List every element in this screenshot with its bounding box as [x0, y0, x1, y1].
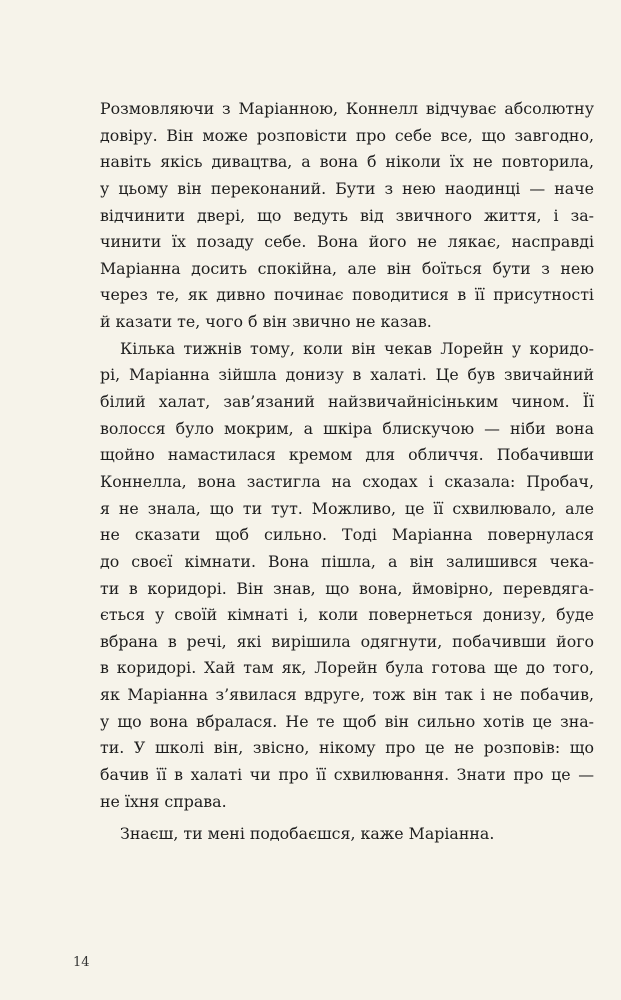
- text-line: не сказати щоб сильно. Тоді Маріанна повернулася: [100, 525, 594, 545]
- text-line: ється у своїй кімнаті і, коли повернеться донизу, буде: [100, 605, 594, 625]
- text-line: як Маріанна з’явилася вдруге, тож він так і не побачив,: [100, 685, 594, 705]
- text-line: ти в коридорі. Він знав, що вона, ймовірно, перевдяга-: [100, 578, 594, 598]
- text-line: у цьому він переконаний. Бути з нею наодинці — наче: [100, 178, 594, 198]
- paragraph: [100, 96, 594, 336]
- text-line: вбрана в речі, які вирішила одягнути, побачивши його: [100, 631, 594, 651]
- text-line: Маріанна досить спокійна, але він боїться бути з нею: [100, 258, 594, 278]
- text-line: й казати те, чого б він звично не казав.: [100, 312, 432, 332]
- text-line: через те, як дивно починає поводитися в її присутності: [100, 285, 594, 305]
- text-line: Кілька тижнів тому, коли він чекав Лорейн у коридо-: [120, 338, 594, 358]
- text-line: я не знала, що ти тут. Можливо, це її схвилювало, але: [100, 498, 594, 518]
- text-line: не їхня справа.: [100, 791, 227, 811]
- text-line: чинити їх позаду себе. Вона його не лякає, насправді: [100, 232, 594, 252]
- text-line: Знаєш, ти мені подобаєшся, каже Маріанна.: [120, 824, 495, 844]
- text-line: волосся було мокрим, а шкіра блискучою — ніби вона: [100, 418, 594, 438]
- paragraph: [100, 821, 594, 848]
- text-line: навіть якісь дивацтва, а вона б ніколи їх не повторила,: [100, 152, 594, 172]
- text-line: щойно намастилася кремом для обличчя. Побачивши: [100, 445, 594, 465]
- body-text: [100, 96, 594, 848]
- text-line: рі, Маріанна зійшла донизу в халаті. Це був звичайний: [100, 365, 594, 385]
- text-line: Розмовляючи з Маріанною, Коннелл відчуває абсолютну: [100, 99, 594, 118]
- text-line: до своєї кімнати. Вона пішла, а він залишився чека-: [100, 551, 594, 571]
- text-line: бачив її в халаті чи про її схвилювання. Знати про це —: [100, 765, 594, 785]
- text-line: в коридорі. Хай там як, Лорейн була готова ще до того,: [100, 658, 594, 678]
- paragraph: [100, 336, 594, 816]
- text-line: ти. У школі він, звісно, нікому про це не розповів: що: [100, 738, 594, 758]
- text-line: білий халат, зав’язаний найзвичайнісіньким чином. Її: [100, 392, 594, 412]
- text-line: Коннелла, вона застигла на сходах і сказала: Пробач,: [100, 471, 594, 491]
- text-line: довіру. Він може розповісти про себе все, що завгодно,: [100, 125, 594, 145]
- text-line: у що вона вбралася. Не те щоб він сильно хотів це зна-: [100, 711, 594, 731]
- page-number: 14: [73, 955, 90, 970]
- text-line: відчинити двері, що ведуть від звичного життя, і за-: [100, 205, 594, 225]
